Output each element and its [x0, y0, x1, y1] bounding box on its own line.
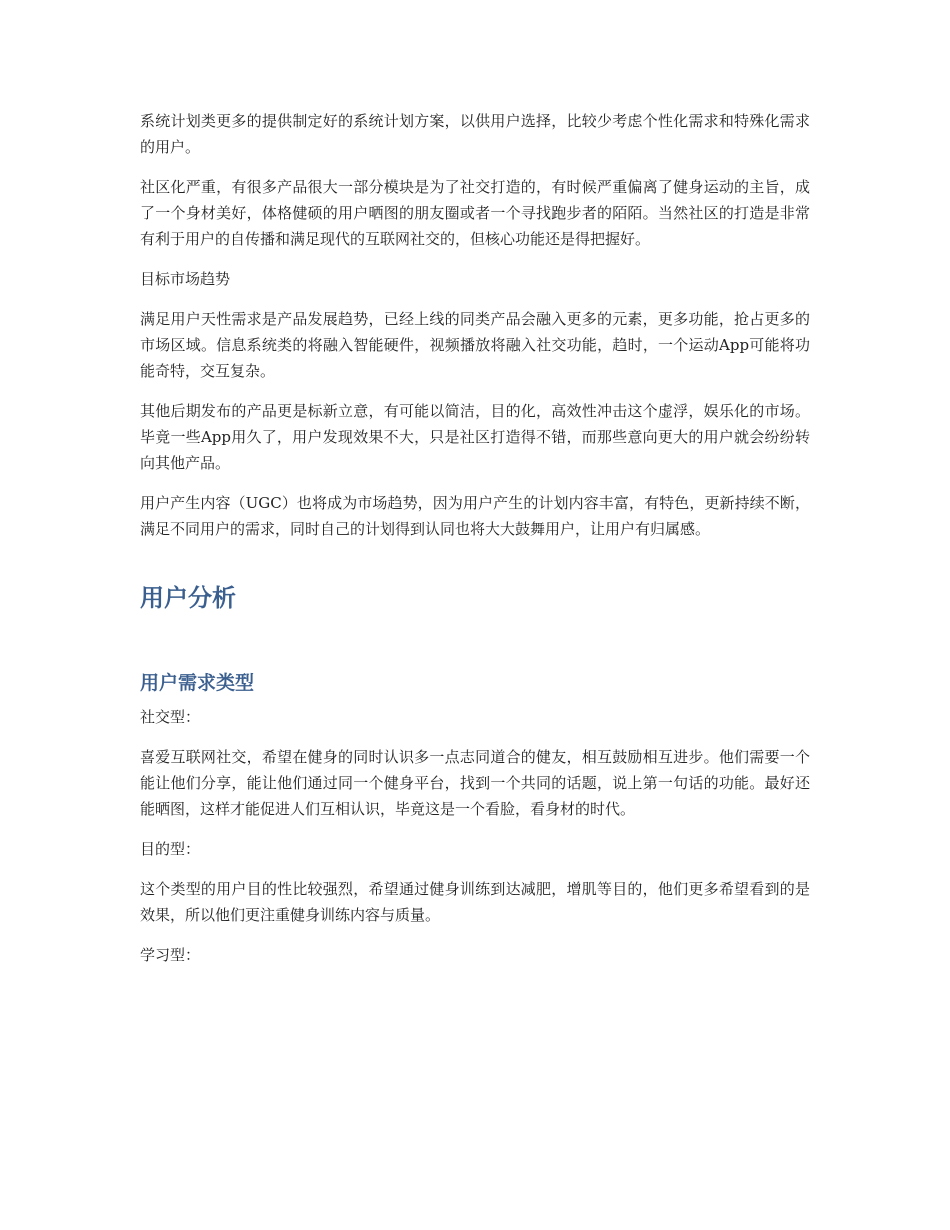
paragraph-community: 社区化严重，有很多产品很大一部分模块是为了社交打造的，有时候严重偏离了健身运动的主旨，成了一个身材美好，体格健硕的用户晒图的朋友圈或者一个寻找跑步者的陌陌。当然社区的打造是非常有利于用户的自传播和满足现代的互联网社交的，但核心功能还是得把握好。 [140, 178, 810, 248]
paragraph-later-products: 其他后期发布的产品更是标新立意，有可能以简洁，目的化，高效性冲击这个虚浮，娱乐化的市场。毕竟一些App用久了，用户发现效果不大，只是社区打造得不错，而那些意向更大的用户就会纷纷转向其他产品。 [140, 402, 810, 472]
paragraph-goal-type-desc: 这个类型的用户目的性比较强烈，希望通过健身训练到达减肥，增肌等目的，他们更多希望看到的是效果，所以他们更注重健身训练内容与质量。 [140, 880, 810, 924]
heading-user-need-types: 用户需求类型 [140, 672, 255, 694]
paragraph-ugc: 用户产生内容（UGC）也将成为市场趋势，因为用户产生的计划内容丰富，有特色，更新持续不断，满足不同用户的需求，同时自己的计划得到认同也将大大鼓舞用户，让用户有归属感。 [140, 494, 810, 538]
paragraph-learning-type-label: 学习型： [140, 946, 201, 964]
document-page [140, 108, 810, 982]
paragraph-system-plan: 系统计划类更多的提供制定好的系统计划方案，以供用户选择，比较少考虑个性化需求和特殊化需求的用户。 [140, 112, 810, 156]
paragraph-user-needs-trend: 满足用户天性需求是产品发展趋势，已经上线的同类产品会融入更多的元素，更多功能，抢占更多的市场区域。信息系统类的将融入智能硬件，视频播放将融入社交功能，趋时，一个运动App可能将功能奇特，交互复杂。 [140, 310, 810, 380]
heading-user-analysis: 用户分析 [140, 584, 236, 612]
paragraph-goal-type-label: 目的型： [140, 840, 201, 858]
paragraph-social-type-label: 社交型： [140, 708, 201, 726]
paragraph-social-type-desc: 喜爱互联网社交，希望在健身的同时认识多一点志同道合的健友，相互鼓励相互进步。他们需要一个能让他们分享，能让他们通过同一个健身平台，找到一个共同的话题，说上第一句话的功能。最好还能晒图，这样才能促进人们互相认识，毕竟这是一个看脸，看身材的时代。 [140, 748, 810, 818]
paragraph-market-trend-label: 目标市场趋势 [140, 270, 231, 288]
